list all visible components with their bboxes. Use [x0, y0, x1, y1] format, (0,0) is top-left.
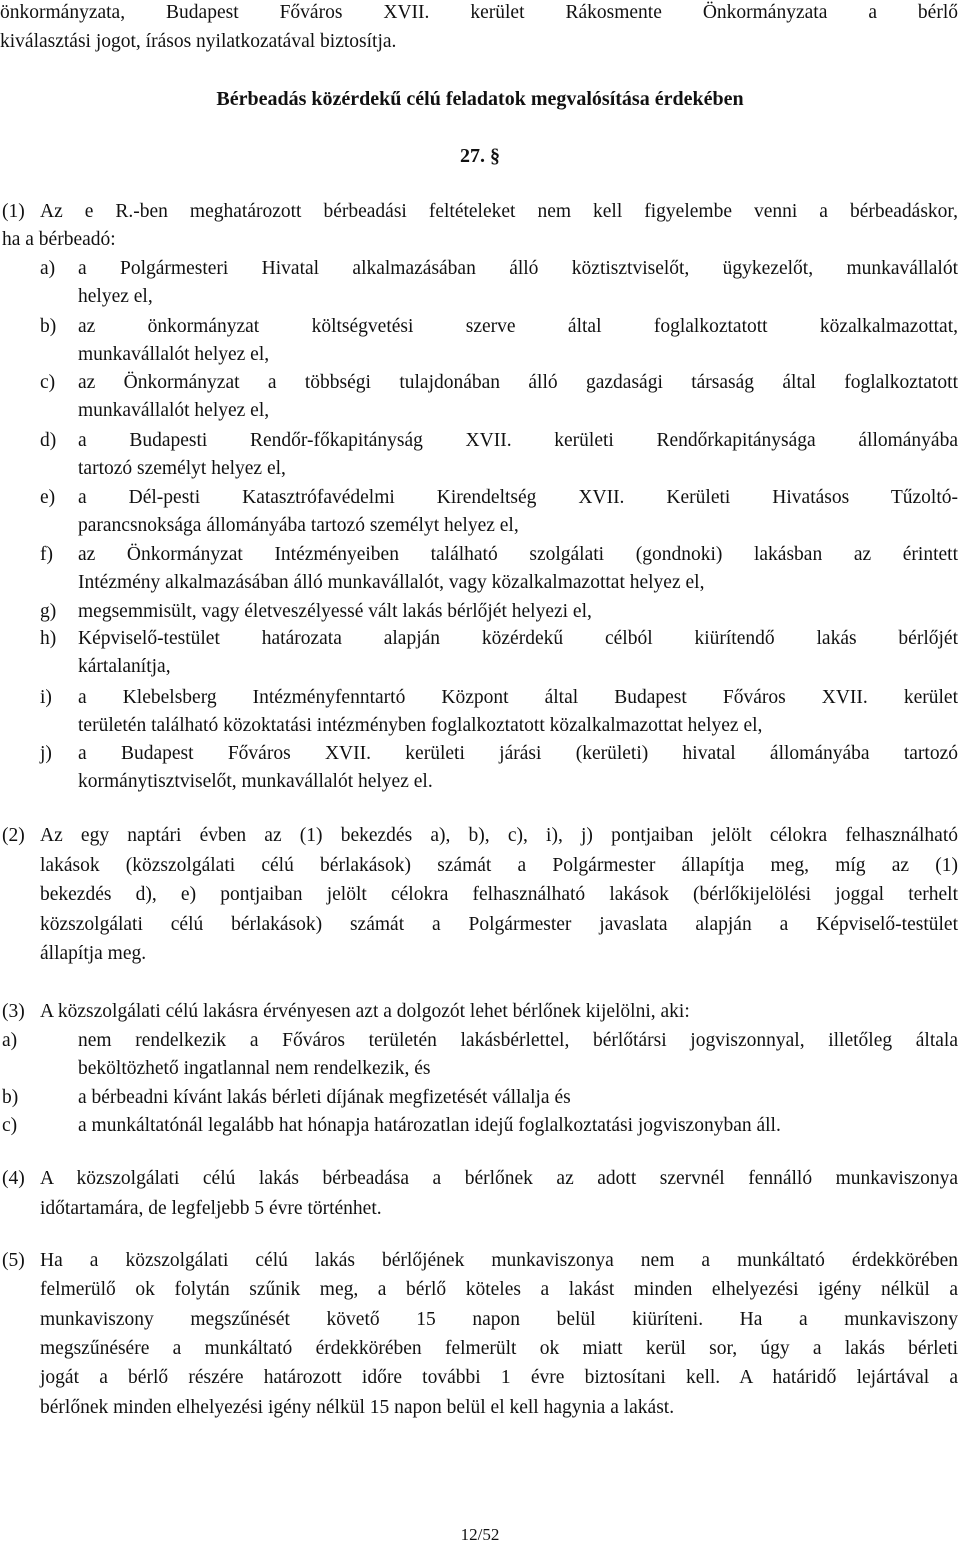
list-item-line: a Polgármesteri Hivatal alkalmazásában álló köztisztviselőt, ügykezelőt, munkavállalót: [78, 258, 958, 279]
paragraph-line: Az egy naptári évben az (1) bekezdés a), b), c), i), j) pontjaiban jelölt célokra felhasználható: [40, 825, 958, 846]
paragraph-line: A közszolgálati célú lakás bérbeadása a bérlőnek az adott szervnél fennálló munkaviszonya: [40, 1168, 958, 1189]
paragraph-line: Az e R.-ben meghatározott bérbeadási feltételeket nem kell figyelembe venni a bérbeadáskor,: [40, 201, 958, 222]
list-item-label: c): [2, 1115, 18, 1136]
list-item-label: b): [2, 1087, 19, 1108]
list-item-label: i): [40, 687, 52, 708]
list-item-line: munkavállalót helyez el,: [78, 400, 270, 421]
list-item-label: h): [40, 628, 57, 649]
list-item-label: j): [40, 743, 52, 764]
list-item-label: d): [40, 430, 57, 451]
paragraph-label: (5): [2, 1250, 25, 1271]
paragraph-label: (3): [2, 1001, 25, 1022]
section-number: 27. §: [460, 145, 500, 167]
list-item-line: beköltözhető ingatlannal nem rendelkezik, és: [78, 1058, 431, 1079]
paragraph-line: bérlőnek minden elhelyezési igény nélkül 15 napon belül el kell hagynia a lakást.: [40, 1396, 675, 1418]
paragraph-line: bekezdés d), e) pontjaiban jelölt célokra felhasználható lakások (bérlőkijelölési joggal terhelt: [40, 884, 958, 905]
intro-line: kiválasztási jogot, írásos nyilatkozatával biztosítja.: [0, 31, 397, 52]
page-number: 12/52: [460, 1525, 500, 1544]
paragraph-line: munkaviszony megszűnését követő 15 napon belül kiüríteni. Ha a munkaviszony: [40, 1308, 958, 1330]
list-item-label: b): [40, 316, 57, 337]
list-item-line: területén található közoktatási intézményben foglalkoztatott közalkalmazottat helyez el,: [78, 715, 763, 736]
list-item-line: helyez el,: [78, 286, 153, 307]
list-item-line: munkavállalót helyez el,: [78, 344, 270, 365]
list-item-line: Képviselő-testület határozata alapján közérdekű célból kiürítendő lakás bérlőjét: [78, 628, 958, 649]
list-item-line: az Önkormányzat Intézményeiben található szolgálati (gondnoki) lakásban az érintett: [78, 544, 958, 565]
paragraph-line: időtartamára, de legfeljebb 5 évre történhet.: [40, 1198, 382, 1219]
paragraph-line: lakások (közszolgálati célú bérlakások) számát a Polgármester állapítja meg, míg az (1): [40, 854, 958, 876]
list-item-line: a munkáltatónál legalább hat hónapja határozatlan idejű foglalkoztatási jogviszonyban áll.: [78, 1115, 781, 1136]
list-item-line: az önkormányzat költségvetési szerve által foglalkoztatott közalkalmazottat,: [78, 316, 958, 337]
list-item-label: c): [40, 372, 56, 393]
list-item-line: a Budapesti Rendőr-főkapitányság XVII. kerületi Rendőrkapitánysága állományába: [78, 430, 958, 451]
paragraph-label: (1): [2, 201, 25, 222]
paragraph-label: (4): [2, 1168, 25, 1189]
list-item-line: parancsnoksága állományába tartozó személyt helyez el,: [78, 515, 519, 536]
paragraph-line: ha a bérbeadó:: [2, 229, 116, 250]
list-item-line: az Önkormányzat a többségi tulajdonában álló gazdasági társaság által foglalkoztatott: [78, 372, 958, 393]
list-item-line: kártalanítja,: [78, 656, 171, 677]
paragraph-line: állapítja meg.: [40, 943, 147, 964]
paragraph-line: Ha a közszolgálati célú lakás bérlőjének munkaviszonya nem a munkáltató érdekkörében: [40, 1250, 958, 1271]
list-item-line: a bérbeadni kívánt lakás bérleti díjának megfizetését vállalja és: [78, 1087, 571, 1108]
list-item-line: tartozó személyt helyez el,: [78, 458, 286, 479]
list-item-line: a Budapest Főváros XVII. kerületi járási (kerületi) hivatal állományába tartozó: [78, 743, 958, 764]
paragraph-line: megszűnésére a munkáltató érdekkörében felmerült ok miatt kerül sor, úgy a lakás bérleti: [40, 1337, 958, 1359]
list-item-line: nem rendelkezik a Főváros területén lakásbérlettel, bérlőtársi jogviszonnyal, illetőleg általa: [78, 1030, 958, 1051]
list-item-line: kormánytisztviselőt, munkavállalót helyez el.: [78, 771, 433, 792]
list-item-label: a): [40, 258, 56, 279]
list-item-line: Intézmény alkalmazásában álló munkavállalót, vagy közalkalmazottat helyez el,: [78, 572, 705, 593]
paragraph-line: A közszolgálati célú lakásra érvényesen azt a dolgozót lehet bérlőnek kijelölni, aki:: [40, 1001, 690, 1022]
list-item-label: f): [40, 544, 53, 565]
list-item-line: a Klebelsberg Intézményfenntartó Központ által Budapest Főváros XVII. kerület: [78, 687, 958, 708]
intro-line: önkormányzata, Budapest Főváros XVII. kerület Rákosmente Önkormányzata a bérlő: [0, 2, 958, 23]
list-item-label: e): [40, 487, 56, 508]
section-heading: Bérbeadás közérdekű célú feladatok megvalósítása érdekében: [216, 88, 744, 110]
paragraph-label: (2): [2, 825, 25, 846]
list-item-line: megsemmisült, vagy életveszélyessé vált lakás bérlőjét helyezi el,: [78, 601, 592, 622]
list-item-line: a Dél-pesti Katasztrófavédelmi Kirendeltség XVII. Kerületi Hivatásos Tűzoltó-: [78, 487, 958, 508]
paragraph-line: jogát a bérlő részére határozott időre további 1 évre biztosítani kell. A határidő lejártával a: [40, 1367, 958, 1389]
list-item-label: g): [40, 601, 57, 622]
list-item-label: a): [2, 1030, 18, 1051]
paragraph-line: közszolgálati célú bérlakások) számát a Polgármester javaslata alapján a Képviselő-testület: [40, 913, 958, 935]
paragraph-line: felmerülő ok folytán szűnik meg, a bérlő köteles a lakást minden elhelyezési igény nélkül a: [40, 1279, 958, 1301]
